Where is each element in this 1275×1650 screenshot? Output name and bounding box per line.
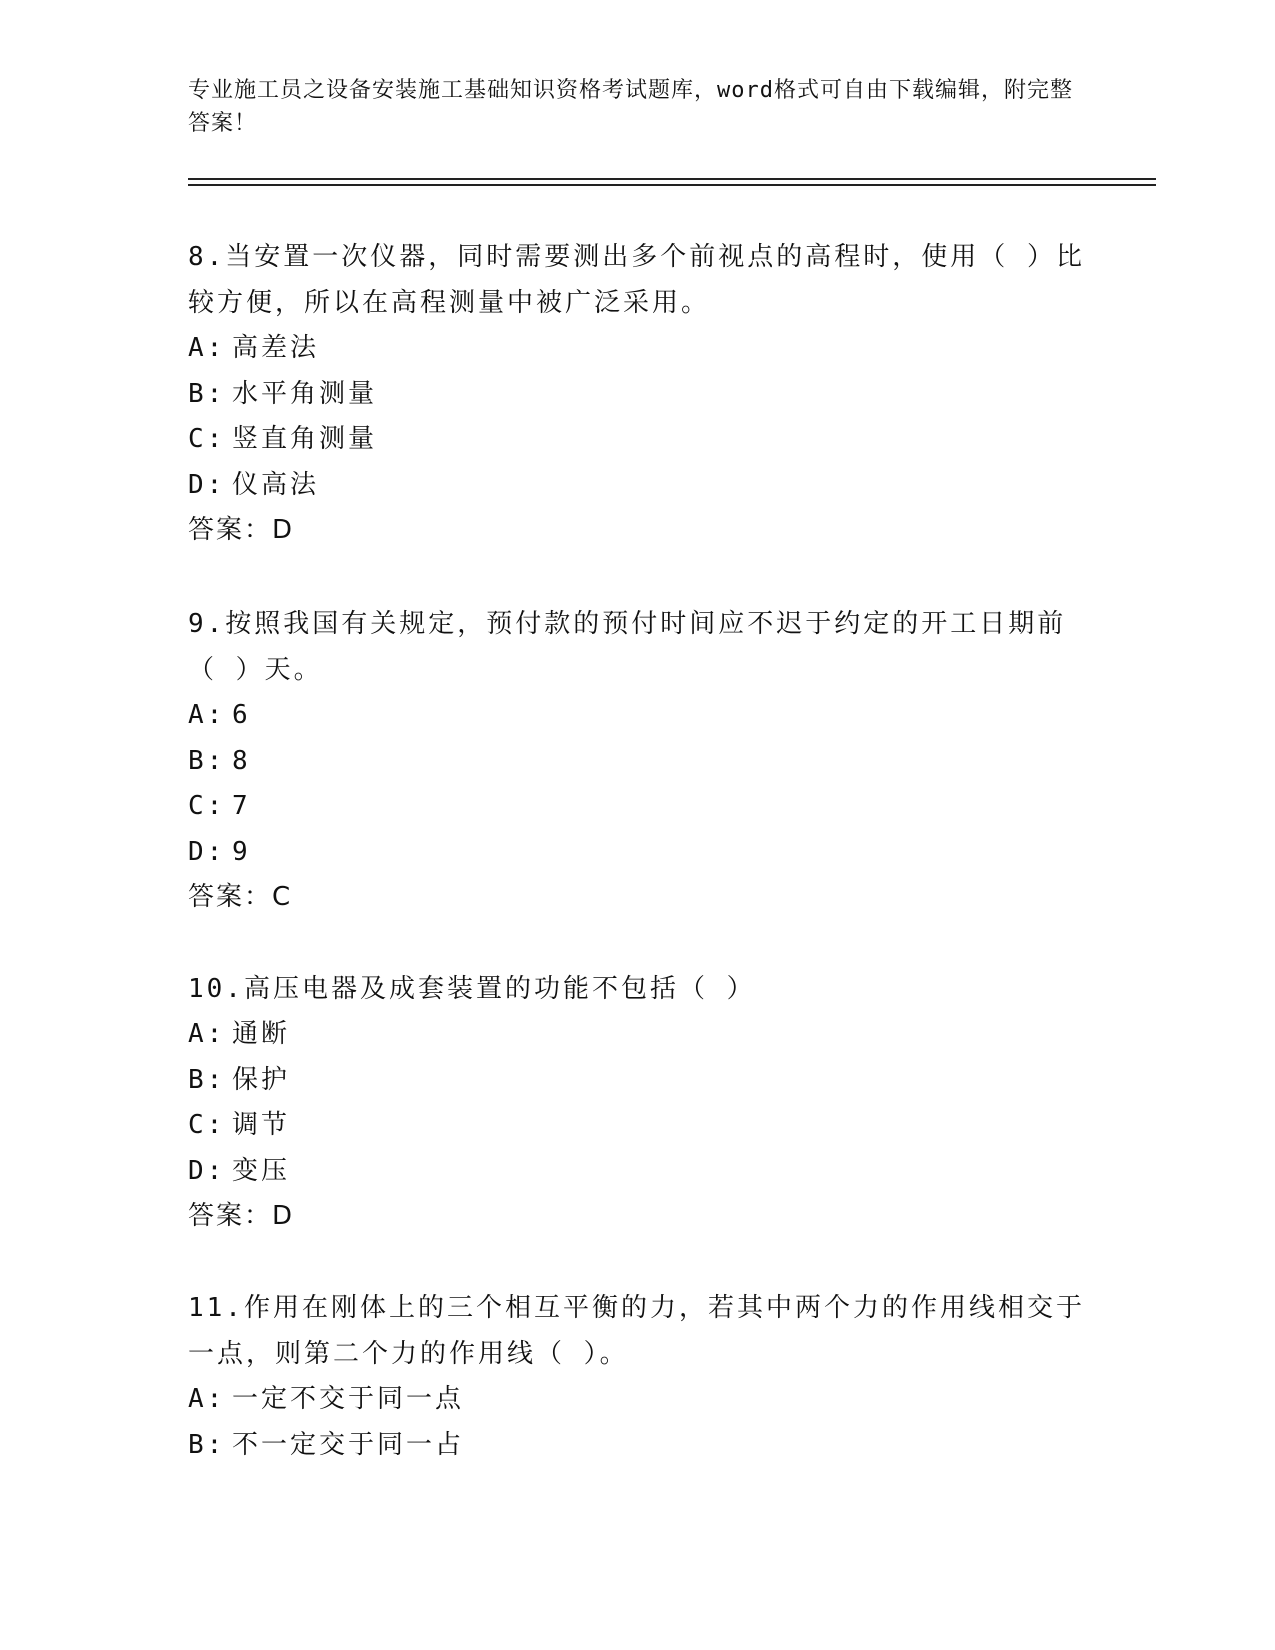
- option-a: [188, 326, 1088, 372]
- option-value: 8: [232, 745, 251, 776]
- option-key: B:: [188, 1429, 226, 1460]
- option-value: 水平角测量: [232, 378, 378, 409]
- option-value: 通断: [232, 1019, 291, 1049]
- option-key: B:: [188, 745, 226, 776]
- option-value: 竖直角测量: [232, 424, 378, 454]
- option-value: 不一定交于同一占: [232, 1429, 465, 1460]
- option-c: [188, 784, 1088, 830]
- option-key: D:: [188, 1155, 226, 1186]
- option-a: [188, 1377, 1088, 1423]
- option-d: [188, 463, 1088, 509]
- header-divider-bottom: [188, 184, 1156, 186]
- option-key: B:: [188, 1064, 226, 1095]
- answer: 答案：D: [188, 1201, 295, 1231]
- option-c: [188, 417, 1088, 463]
- option-b: [188, 1058, 1088, 1104]
- option-d: [188, 1149, 1088, 1195]
- document-header: 专业施工员之设备安装施工基础知识资格考试题库，word格式可自由下载编辑，附完整答案！: [188, 78, 1073, 136]
- option-d: [188, 830, 1088, 876]
- question-text: 11.作用在刚体上的三个相互平衡的力，若其中两个力的作用线相交于一点，则第二个力的作用线（ ）。: [188, 1293, 1085, 1369]
- option-key: C:: [188, 1110, 226, 1140]
- option-value: 9: [232, 836, 251, 867]
- option-value: 变压: [232, 1155, 291, 1186]
- option-b: [188, 739, 1088, 785]
- option-c: [188, 1103, 1088, 1149]
- question-9: [188, 601, 1088, 921]
- question-11: [188, 1285, 1088, 1468]
- header-divider-top: [188, 178, 1156, 180]
- answer: 答案：C: [188, 882, 293, 912]
- option-key: A:: [188, 1019, 226, 1049]
- option-key: A:: [188, 333, 226, 363]
- option-value: 保护: [232, 1064, 291, 1095]
- option-value: 高差法: [232, 333, 320, 363]
- option-b: [188, 372, 1088, 418]
- option-value: 一定不交于同一点: [232, 1384, 465, 1414]
- option-b: [188, 1423, 1088, 1469]
- option-key: C:: [188, 424, 226, 454]
- option-key: D:: [188, 836, 226, 867]
- option-key: A:: [188, 1384, 226, 1414]
- option-key: D:: [188, 469, 226, 500]
- option-key: A:: [188, 700, 226, 730]
- answer: 答案：D: [188, 515, 295, 545]
- option-value: 7: [232, 791, 251, 821]
- question-text: 9.按照我国有关规定，预付款的预付时间应不迟于约定的开工日期前（ ）天。: [188, 609, 1067, 685]
- option-value: 6: [232, 700, 251, 730]
- option-value: 仪高法: [232, 469, 320, 500]
- option-key: B:: [188, 378, 226, 409]
- option-a: [188, 1012, 1088, 1058]
- question-10: [188, 966, 1088, 1240]
- question-text: 10.高压电器及成套装置的功能不包括（ ）: [188, 974, 756, 1004]
- question-8: [188, 234, 1088, 554]
- question-text: 8.当安置一次仪器，同时需要测出多个前视点的高程时，使用（ ）比较方便，所以在高程测量中被广泛采用。: [188, 242, 1085, 318]
- option-value: 调节: [232, 1110, 291, 1140]
- option-key: C:: [188, 791, 226, 821]
- option-a: [188, 693, 1088, 739]
